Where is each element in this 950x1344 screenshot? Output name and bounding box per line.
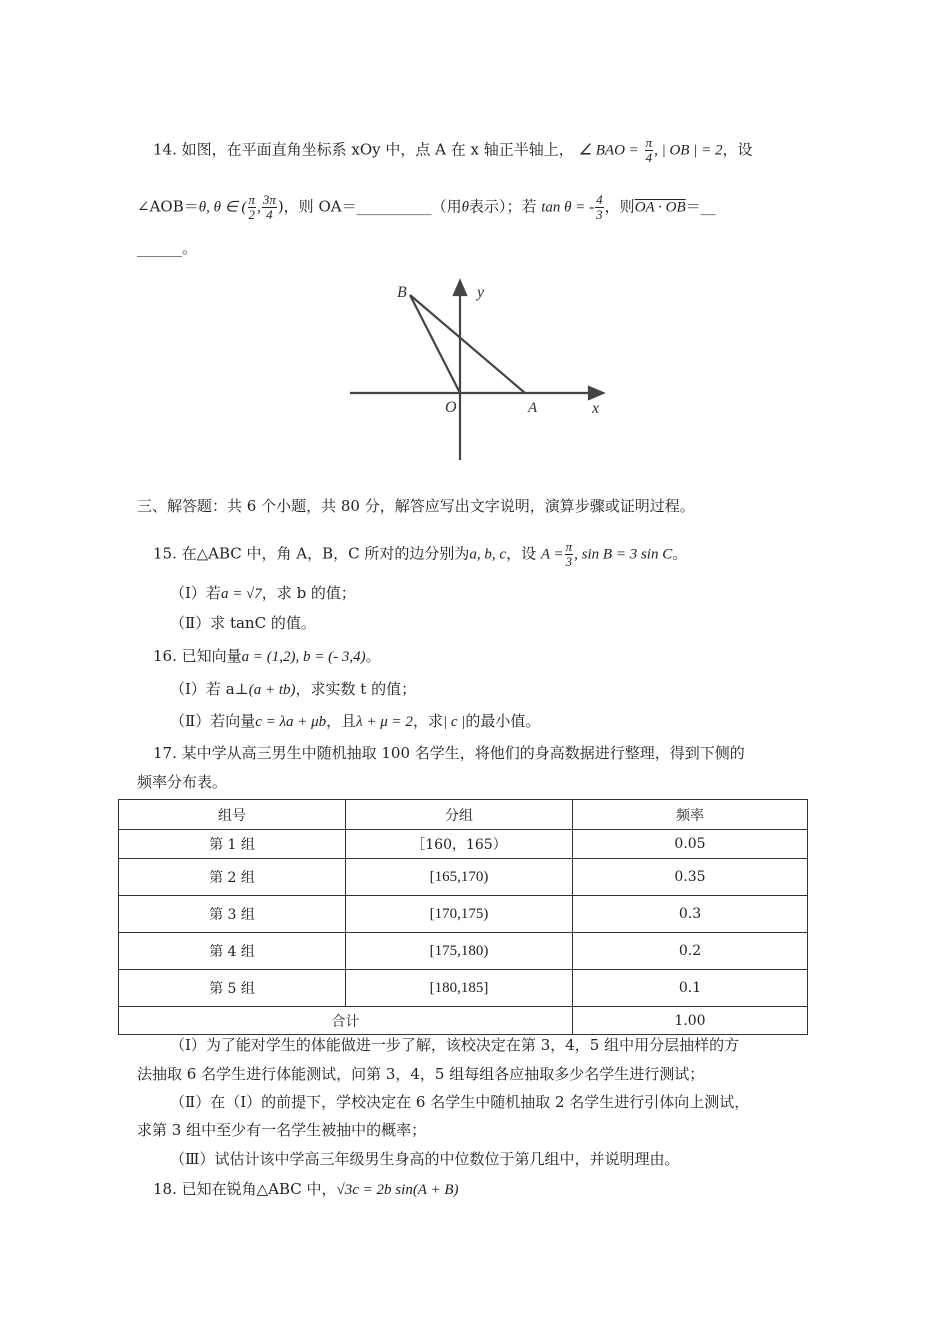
table-row [119, 970, 808, 1007]
table-cell: [170,175) [346, 896, 573, 933]
label-a: A [528, 400, 538, 416]
table-row [119, 859, 808, 896]
q17-part3: （Ⅲ）试估计该中学高三年级男生身高的中位数位于第几组中，并说明理由。 [170, 1150, 680, 1168]
label-b: B [397, 284, 407, 301]
table-cell: 第 3 组 [119, 896, 346, 933]
segment-ba [410, 295, 525, 393]
table-header-row [119, 800, 808, 830]
q15-part1: （Ⅰ）若a = √7，求 b 的值； [170, 584, 356, 602]
segment-ob [410, 295, 460, 393]
q17-part2-line1: （Ⅱ）在（Ⅰ）的前提下，学校决定在 6 名学生中随机抽取 2 名学生进行引体向上测试， [170, 1093, 750, 1111]
table-header-cell: 分组 [346, 800, 573, 830]
table-header-cell: 频率 [573, 800, 808, 830]
table-cell: 第 2 组 [119, 859, 346, 896]
pi-over-4-fraction: $\frac{\pi}{4}$ [645, 135, 653, 165]
table-cell: 0.35 [573, 859, 808, 896]
q14-line2: ∠AOB＝θ, θ ∈ ( $\frac{\pi}{2}$ , $\frac{3\pi}{4}$ )，则 OA＝__________（用θ表示）；若 tan θ = - $\frac{4}{3}$ ，则OA · OB＝__ [137, 192, 716, 222]
pi-over-3-fraction: $\frac{\pi}{3}$ [565, 539, 573, 569]
q16-main: 16. 已知向量a = (1,2), b = (- 3,4)。 [153, 647, 381, 665]
q15-main: 15. 在△ABC 中，角 A，B，C 所对的边分别为a, b, c，设 A = $\frac{\pi}{3}$ , sin B = 3 sin C。 [153, 539, 688, 569]
q17-part1-line2: 法抽取 6 名学生进行体能测试，问第 3，4，5 组每组各应抽取多少名学生进行测试； [137, 1065, 705, 1083]
label-o: O [445, 399, 457, 416]
q18-main: 18. 已知在锐角△ABC 中，√3c = 2b sin(A + B) [153, 1180, 459, 1198]
table-total-row [119, 1007, 808, 1035]
four-thirds-fraction: $\frac{4}{3}$ [596, 192, 603, 222]
table-cell: 0.2 [573, 933, 808, 970]
table-cell: [165,170) [346, 859, 573, 896]
table-cell: 第 4 组 [119, 933, 346, 970]
table-cell: [180,185] [346, 970, 573, 1007]
pi-over-2-fraction: $\frac{\pi}{2}$ [248, 192, 256, 222]
label-x: x [592, 400, 600, 417]
q17-line2: 频率分布表。 [137, 773, 228, 791]
table-cell: 0.3 [573, 896, 808, 933]
section-3-heading: 三、解答题：共 6 个小题，共 80 分，解答应写出文字说明，演算步骤或证明过程。 [137, 497, 695, 515]
q17-part1-line1: （Ⅰ）为了能对学生的体能做进一步了解，该校决定在第 3，4，5 组中用分层抽样的方 [170, 1036, 740, 1054]
label-y: y [477, 284, 485, 301]
q16-part2: （Ⅱ）若向量c = λa + μb，且λ + μ = 2，求| c |的最小值。 [170, 712, 541, 730]
table-total-value: 1.00 [573, 1007, 808, 1035]
table-row [119, 933, 808, 970]
table-cell: 0.1 [573, 970, 808, 1007]
q17-line1: 17. 某中学从高三男生中随机抽取 100 名学生，将他们的身高数据进行整理，得到下侧的 [153, 744, 745, 762]
q14-line3: ______。 [137, 239, 198, 257]
q17-part2-line2: 求第 3 组中至少有一名学生被抽中的概率； [137, 1121, 427, 1139]
table-cell: 0.05 [573, 830, 808, 859]
table-header-cell: 组号 [119, 800, 346, 830]
table-row [119, 896, 808, 933]
table-cell: 第 5 组 [119, 970, 346, 1007]
y-axis-arrow [454, 281, 466, 295]
q15-part2: （Ⅱ）求 tanC 的值。 [170, 614, 316, 632]
q14-line1: 14. 如图，在平面直角坐标系 xOy 中，点 A 在 x 轴正半轴上， ∠ BAO = $\frac{\pi}{4}$ , | OB | = 2，设 [153, 135, 753, 165]
table-cell: [175,180) [346, 933, 573, 970]
table-cell: ［160，165） [346, 830, 573, 859]
frequency-table [118, 799, 808, 1035]
q16-part1: （Ⅰ）若 a⊥(a + tb)，求实数 t 的值； [170, 680, 417, 698]
coordinate-figure [345, 275, 615, 465]
table-cell: 第 1 组 [119, 830, 346, 859]
x-axis-arrow [589, 387, 603, 399]
three-pi-over-4-fraction: $\frac{3\pi}{4}$ [262, 192, 276, 222]
table-total-label: 合计 [119, 1007, 573, 1035]
table-row [119, 830, 808, 859]
